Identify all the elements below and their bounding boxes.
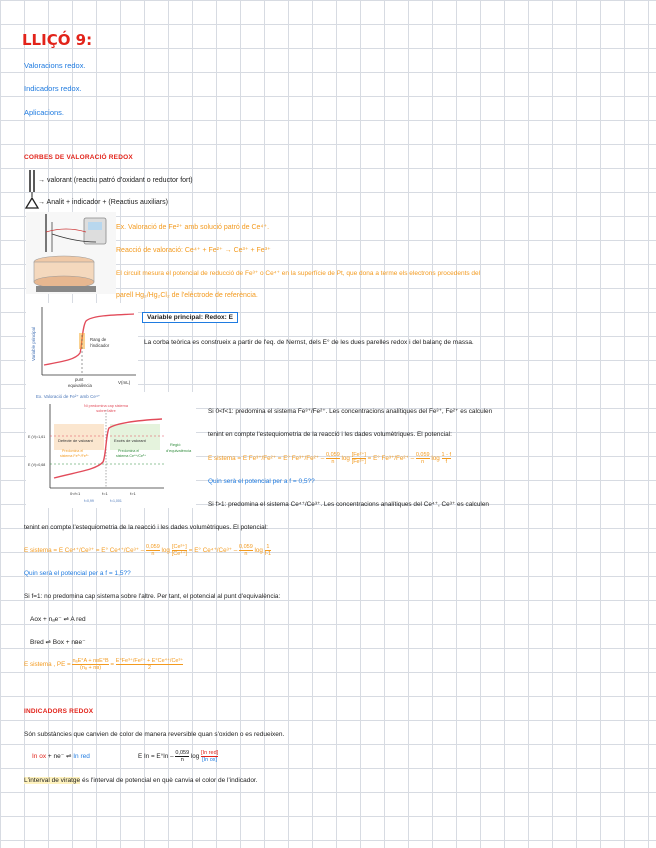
regio-label: Regió — [170, 442, 181, 447]
ce-eq-mid: = E° Ce⁴⁺/Ce³⁺ – — [188, 547, 239, 555]
line-valorant: → valorant (reactiu patró d'oxidant o reductor fort) — [38, 177, 193, 184]
ce-eq-log: log — [161, 547, 172, 555]
indicator-potential-equation — [138, 750, 218, 763]
fe-eq-f-top: 1 - f — [441, 452, 451, 458]
ce-eq-frac — [146, 544, 160, 557]
interval-viratge-term: L'interval de viratge — [24, 777, 81, 784]
eq3-frac1-bot: (nₐ + nʙ) — [80, 665, 102, 671]
topic-indicadors[interactable]: Indicadors redox. — [24, 84, 82, 93]
ce-eq-frac2 — [239, 544, 253, 557]
section-heading-indicadors: INDICADORS REDOX — [24, 708, 94, 715]
ce-condition-line1: Si f>1: predomina el sistema Ce⁴⁺/Ce³⁺. Les concentracions analítiques del Ce⁴⁺, Ce³⁺ es calculen — [208, 501, 489, 508]
excess-region — [110, 424, 160, 450]
interval-viratge-rest: és l'interval de potencial en què canvia el color de l'indicador. — [80, 777, 258, 784]
eq3-mid: = — [110, 661, 116, 669]
ein-prefix: E In = E°In – — [138, 753, 176, 761]
eq3-frac2-top: E°Fe³⁺/Fe²⁺ + E°Ce⁴⁺/Ce³⁺ — [115, 658, 184, 664]
in-mid: + ne⁻ ⇌ — [46, 753, 74, 760]
rang2-label: l'indicador — [90, 343, 110, 348]
line-analit: → Analit + indicador + (Reactius auxiliars) — [38, 199, 168, 206]
ce-eq-prefix: E sistema = E Ce⁴⁺/Ce³⁺ = E° Ce⁴⁺/Ce³⁺ – — [24, 547, 147, 555]
predomina1-label: Predomina el — [62, 449, 84, 453]
f2-label: f=1,001 — [110, 499, 122, 503]
fe-eq-log2: log — [431, 455, 442, 463]
ein-conc-bot: [In ox] — [202, 757, 218, 763]
ce-condition-line2: tenint en compte l'estequiometria de la reacció i les dades volumètriques. El potencial: — [24, 524, 268, 531]
fe-eq-log: log — [341, 455, 352, 463]
ein-frac — [175, 750, 189, 763]
half-reaction-b: Bred ⇌ Box + nʙe⁻ — [30, 639, 86, 646]
section-heading-corbes: CORBES DE VALORACIÓ REDOX — [24, 154, 133, 161]
equivalencia-label: equivalència — [68, 383, 92, 388]
page-title: LLIÇÓ 9: — [22, 31, 93, 49]
ce-eq-frac2-bot: n — [244, 551, 248, 557]
punt-label: punt — [75, 377, 84, 382]
f1-label: f=0,99 — [84, 499, 94, 503]
eq3-frac2 — [116, 658, 183, 671]
y1-label: E (V)=1,61 — [28, 435, 46, 439]
x1-label: 0<f<1 — [70, 491, 81, 496]
ce-eq-frac-top: 0,059 — [146, 544, 160, 550]
predomina2-label: Predomina el — [118, 449, 140, 453]
reaction-equation: Reacció de valoració: Ce⁴⁺ + Fe²⁺ → Ce³⁺ + Fe³⁺ — [116, 247, 271, 254]
fe-eq-mid: = E° Fe³⁺/Fe²⁺ – — [367, 455, 416, 463]
defecte-region — [54, 424, 104, 450]
indicadors-definition: Són substàncies que canvien de color de manera reversible quan s'oxiden o es redueixen. — [24, 731, 285, 738]
ein-frac-top: 0,059 — [175, 750, 190, 756]
xlabel: V(mL) — [118, 380, 131, 385]
question-f15: Quin serà el potencial per a f = 1,5?? — [24, 570, 131, 577]
circuit-text-2: parell Hg₂/Hg₂Cl₂ de l'elèctrode de referència. — [116, 292, 258, 299]
x2-label: f=1 — [102, 491, 108, 496]
ce-potential-equation — [24, 544, 271, 557]
excess-label: Excés de valorant — [114, 438, 146, 443]
ce-eq-f — [265, 544, 271, 557]
rang-label: Rang de — [90, 337, 107, 342]
topic-valoracions[interactable]: Valoracions redox. — [24, 61, 86, 70]
ce-eq-log2: log — [254, 547, 265, 555]
fe-eq-frac2 — [416, 452, 430, 465]
titration-curve-figure — [26, 303, 138, 395]
y2-label: E (V)=0,68 — [28, 463, 46, 467]
equivalence-potential-equation — [24, 658, 183, 671]
titration-apparatus-image — [26, 212, 116, 294]
ein-frac-bot: n — [180, 757, 184, 763]
fe-eq-prefix: E sistema = E Fe³⁺/Fe²⁺ = E° Fe³⁺/Fe²⁺ – — [208, 455, 326, 463]
fe-eq-conc-bot: [Fe³⁺] — [351, 459, 366, 465]
eq3-frac1-top: nₐE°A + nʙE°B — [72, 658, 109, 664]
fe-eq-frac — [326, 452, 340, 465]
indicator-reaction — [32, 752, 90, 760]
ce-eq-f-top: 1 — [266, 544, 270, 550]
ce-eq-f-bot: f-1 — [264, 551, 272, 557]
defecte-label: Defecte de valorant — [58, 438, 93, 443]
question-f05: Quin serà el potencial per a f = 0,5?? — [208, 478, 315, 485]
fig2-title: Ex. Valoració de Fe²⁺ amb Ce⁴⁺ — [36, 394, 101, 399]
ein-conc-top: [In red] — [201, 750, 219, 756]
variable-principal-box: Variable principal: Redox: E — [142, 312, 238, 323]
fe-condition-line1: Si 0<f<1: predomina el sistema Fe³⁺/Fe²⁺. Les concentracions analítiques del Fe³⁺, Fe²⁺ es calculen — [208, 408, 493, 415]
circuit-text-1: El circuit mesura el potencial de reducció de Fe³⁺ o Ce⁴⁺ en la superfície de Pt, que dona a terme els electrons procedents del — [116, 270, 481, 277]
fe-condition-line2: tenint en compte l'estequiometria de la reacció i les dades volumètriques. El potencial: — [208, 431, 452, 438]
in-ox: In ox — [32, 753, 47, 760]
example-title: Ex. Valoració de Fe²⁺ amb solució patró de Ce⁴⁺. — [116, 224, 270, 231]
fe-potential-equation — [208, 452, 451, 465]
eq3-frac2-bot: 2 — [147, 665, 152, 671]
ein-conc — [201, 750, 218, 763]
equivalence-condition: Si f=1: no predomina cap sistema sobre l'altre. Per tant, el potencial al punt d'equivalència: — [24, 593, 281, 600]
half-reaction-a: Aox + nₐe⁻ ⇌ A red — [30, 616, 86, 623]
fe-eq-frac2-bot: n — [421, 459, 425, 465]
ce-eq-frac2-top: 0,059 — [239, 544, 253, 550]
reactiu-label-1: Ni predomina cap sistema — [84, 404, 128, 408]
ce-eq-conc-top: [Ce³⁺] — [171, 544, 187, 550]
fe-eq-frac2-top: 0,059 — [415, 452, 430, 458]
ein-log: log — [190, 753, 202, 761]
topic-aplicacions[interactable]: Aplicacions. — [24, 108, 65, 117]
fe-eq-f — [442, 452, 451, 465]
interval-viratge-line — [24, 777, 258, 784]
fe-eq-frac-top: 0,059 — [326, 452, 340, 458]
fe-eq-conc-top: [Fe²⁺] — [351, 452, 366, 458]
dequiv-label: d'equivalència — [166, 448, 192, 453]
curva-description: La corba teòrica es construeix a partir de l'eq. de Nernst, dels E° de les dues parelles redox i del balanç de massa. — [144, 339, 474, 346]
eq3-frac1 — [72, 658, 108, 671]
fe-eq-f-bot: f — [445, 459, 447, 465]
fe-eq-frac-bot: n — [331, 459, 335, 465]
reactiu-label-2: sobre l'altre — [96, 409, 116, 413]
ce-eq-frac-bot: n — [151, 551, 155, 557]
in-red: In red — [73, 753, 90, 760]
ylabel: Variable principal — [31, 326, 36, 361]
sistema1-label: sistema Fe³⁺/Fe²⁺ — [60, 454, 89, 458]
ce-eq-conc — [172, 544, 187, 557]
fe-eq-conc — [352, 452, 366, 465]
sistema2-label: sistema Ce⁴⁺/Ce³⁺ — [116, 454, 147, 458]
ce-eq-conc-bot: [Ce⁴⁺] — [171, 551, 188, 557]
fe-ce-titration-figure — [26, 392, 196, 508]
x3-label: f>1 — [130, 491, 136, 496]
eq3-prefix: E sistema , PE = — [24, 661, 73, 669]
